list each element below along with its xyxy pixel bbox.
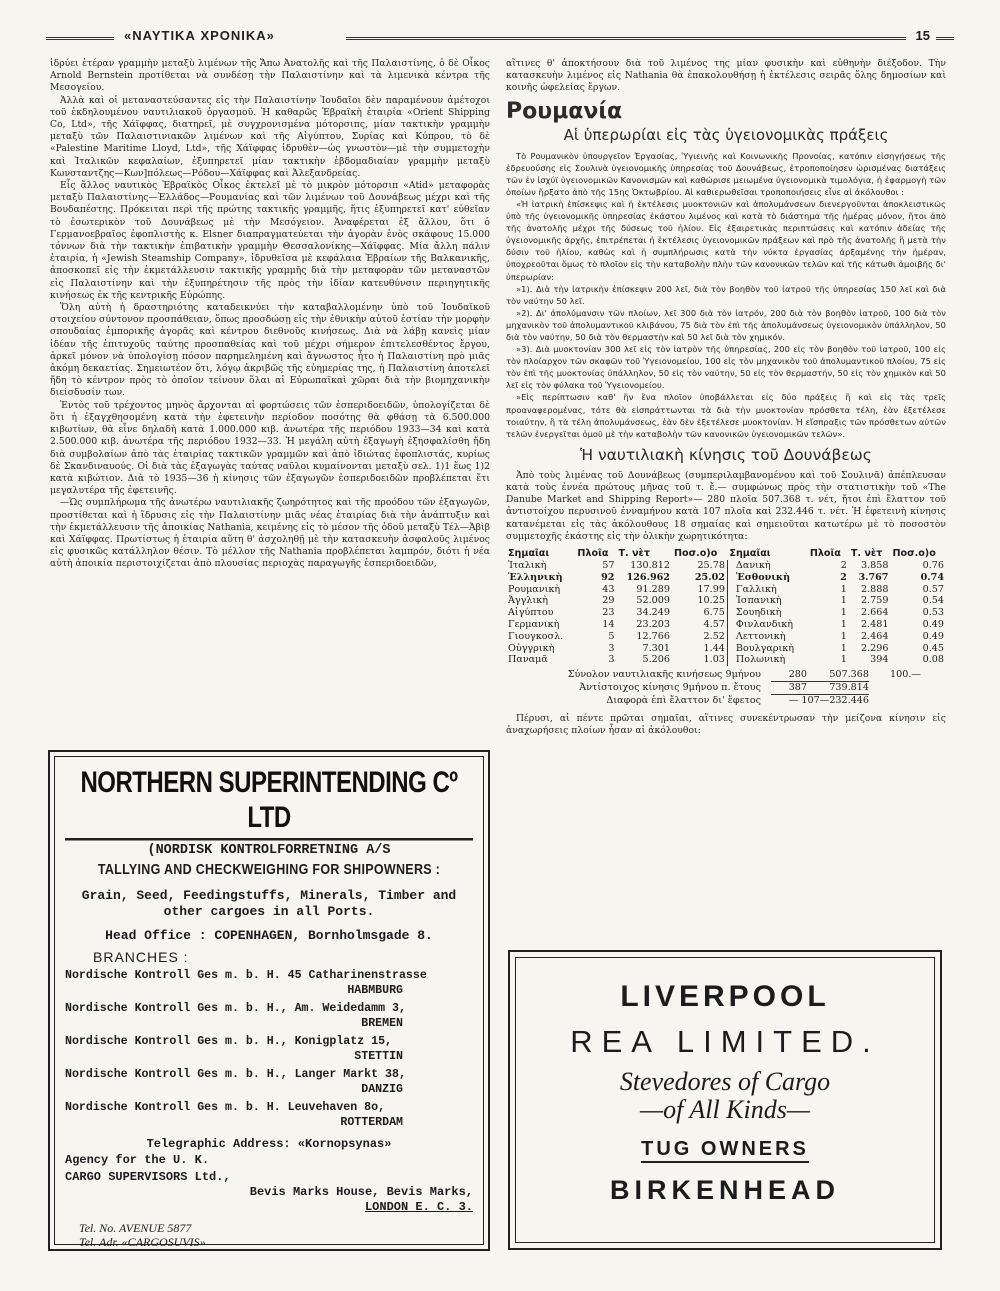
article-paragraph: Ὅλη αὐτὴ ἡ δραστηριότης καταδεικνύει τὴν καταβαλλομένην ὑπὸ τοῦ Ἰουδαϊκοῦ στοιχείου σύντονον προσπάθειαν, ὅπως προσδώσῃ εἰς τὴν ἐθνικὴν αὐτοῦ ἑστίαν τὴν μορφὴν σπουδαίας ἐμπορικῆς ἀγορᾶς καὶ κέντρου διεθνοῦς κινήσεως. Διὰ νὰ λάβῃ κανεὶς μίαν ἰδέαν τῆς ἐπιτυχοῦς ταύτης προσπαθείας καὶ τοῦ μέχρι σήμερον ἐπιτελεσθέντος ἔργου, ἀρκεῖ μόνον νὰ ὑπολογίσῃ πόσον παρημελημένη καὶ ἄγνωστος ἦτο ἡ Παλαιστίνη πρὸ μιᾶς ἀκόμη δεκαετίας. Σημειωτέον ὅτι, λόγῳ ἀκριβῶς τῆς εὐημερίας της, ἡ Παλαιστίνη ἀποτελεῖ ἤδη τὸ κέντρον πρὸς τὸ ὁποῖον τείνουν ὅλαι αἱ Εὐρωπαϊκαὶ χῶραι διὰ τὴν βιομηχανικὴν διείσδυσίν των. [50,302,490,399]
header-rule-left [46,37,114,40]
table-cell: 4.57 [672,619,727,631]
article-paragraph: Ἀλλὰ καὶ οἱ μεταναστεύσαντες εἰς τὴν Παλαιστίνην Ἰουδαῖοι δὲν παραμένουν ἀμέτοχοι τοῦ ἐκδηλουμένου ναυτιλιακοῦ ὀργασμοῦ. Ἡ καθαρῶς Ἑβραϊκὴ ἑταιρία «Orient Shipping Co, Ltd», τῆς Χάϊφφας, διατηρεῖ, μὲ συγχρονισμένα μότορσιπς, μίαν τακτικὴν γραμμὴν μεταξὺ τῶν Παλαιστινιακῶν λιμένων καὶ τῆς Αἰγύπτου, Συρίας καὶ Κύπρου, τὸ δὲ «Palestine Maritime Lloyd, Ltd», τῆς Χάϊφφας ἱδρυθὲν—ὡς γνωστὸν—μὲ τὴν συμμετοχὴν καὶ Ἰταλικῶν κεφαλαίων, ἐξυπηρετεῖ μίαν τακτικὴν ἑβδομαδιαίαν γραμμὴν μεταξὺ Κωνσταντζης—Κων]πόλεως—Ρόδου—Χάϊφφας καὶ Ἀλεξανδρείας. [50,94,490,179]
advert-subtitle: (NORDISK KONTROLFORRETNING A/S [147,843,391,858]
right-column [506,58,946,738]
table-cell: 25.02 [672,572,727,584]
danube-closing [506,713,946,737]
table-totals [506,669,946,707]
table-cell: 43 [602,583,615,595]
table-cell: 29 [602,595,615,607]
branch-city: BREMEN [361,1017,403,1030]
table-row [506,619,946,631]
table-row [506,572,946,584]
romania-subheading: Αἱ ὑπερωρίαι εἰς τὰς ὑγειονομικὰς πράξεις [563,125,889,144]
table-cell: 52.009 [636,595,670,607]
table-cell: Γιουγκοσλ. [508,630,564,642]
table-cell: Δανικὴ [735,560,771,572]
table-row [506,560,946,572]
advert-company-name: NORTHERN SUPERINTENDING Cº LTD [65,766,473,841]
article-paragraph: —Ὡς συμπλήρωμα τῆς ἀνωτέρω ναυτιλιακῆς ζωηρότητος καὶ τῆς προόδου τῶν ἐξαγωγῶν, προστίθεται καὶ ἡ ἵδρυσις εἰς τὴν Παλαιστίνην μιᾶς νέας ἑταιρίας διὰ τὴν ἀνάπτυξιν καὶ τὴν ἐκμετάλλευσιν τῆς ἀποικίας Nathania, κειμένης εἰς τὸ μέσον τῆς ὁδοῦ μεταξὺ Τέλ—Ἀβὶβ καὶ Χάϊφφας. Πρωτίστως ἡ ἑταιρία αὕτη θ' ἀσχοληθῇ μὲ τὴν κατασκευὴν ἀσφαλοῦς λιμένος εἰς φυσικῶς κατάλληλον θέσιν. Τὸ μέλλον τῆς Nathania προβλέπεται λαμπρόν, διότι ἡ νέα αὐτὴ ἀποικία περιστοιχίζεται ἀπὸ πλουσίας περιοχὰς παραγωγῆς ἐσπεριδοειδῶν, [50,497,491,570]
article-paragraph: Ἀπὸ τοὺς λιμένας τοῦ Δουνάβεως (συμπεριλαμβανομένου καὶ τοῦ Σουλινᾶ) ἀπέπλευσαν κατὰ τοὺς ἐννέα πρώτους μῆνας τοῦ τ. ἔ.— συμφώνως πρὸς τὴν στατιστικὴν τοῦ «The Danube Market and Shipping Report»— 280 πλοῖα 507.368 τ. νέτ, ἤτοι ἐπὶ ἔλαττον τοῦ ἀντιστοίχου περυσινοῦ ἐνναμήνου κατὰ 107 πλοῖα καὶ 232.446 τ. νέτ. Ἡ ἐφετεινὴ κίνησις κατανέμεται εἰς τὰς ἀκόλουθους 18 σημαίας καὶ σημειοῦται κατωτέρω μὲ τὸ ποσοστὸν συμμετοχῆς ἑκάστης εἰς τὴν ὁλικὴν χωρητικότητα: [506,469,946,542]
table-cell: 10.25 [672,595,727,607]
column-header: Τ. νὲτ [618,548,650,560]
column-header: Σημαῖαι [729,548,771,560]
header-rule-middle [346,37,906,40]
table-cell: Γαλλικὴ [735,583,777,595]
table-cell: 1.44 [672,643,727,655]
advert-head-office: Head Office : COPENHAGEN, Bornholmsgade 8. [105,928,433,943]
branch-city: ROTTERDAM [340,1116,403,1129]
article-paragraph: »2). Δι' ἀπολύμανσιν τῶν πλοίων, λεῖ 300 διὰ τὸν ἰατρόν, 200 διὰ τὸν βοηθὸν ἰατροῦ, 100 διὰ τὸν μηχανικὸν τοῦ ἀπολυμαντικοῦ κλιβάνου, 75 διὰ τὸν ἐπὶ τῆς ἀπολυμάνσεως ὑγειονομικὸν ὑπάλληλον, 50 διὰ τὸν ναύτην, 50 διὰ τὸν θερμαστὴν καὶ 50 λεῖ διὰ τὸν χημικόν. [506,307,946,343]
table-cell: 126.962 [626,571,670,583]
table-cell: 3.858 [861,560,889,572]
table-cell: Σουηδικὴ [735,607,782,619]
column-header: Τ. νὲτ [850,548,883,560]
advert-telephone: Tel. No. AVENUE 5877 [79,1221,192,1235]
table-cell: Γερμανικὴ [508,619,560,631]
header-rule-right [936,37,954,40]
table-row [506,607,946,619]
table-cell: 0.49 [922,630,944,642]
advert-telegraphic-address: Telegraphic Address: «Kornopsynas» [146,1137,392,1151]
table-cell: Ἑλληνικὴ [508,571,563,583]
table-cell: 14 [602,619,615,631]
advert-goods-line: other cargoes in all Ports. [163,904,375,919]
table-cell: Ἀγγλικὴ [508,595,548,607]
table-cell: 17.99 [672,584,727,596]
table-cell: 2 [840,560,847,572]
advert-agency-name: CARGO SUPERVISORS Ltd., [65,1170,231,1184]
total-label: Σύνολον ναυτιλιακῆς κινήσεως 9μήνου [567,669,761,681]
table-header-row [506,547,946,560]
table-cell: 0.08 [922,654,944,666]
article-paragraph: Τὸ Ρουμανικὸν ὑπουργεῖον Ἐργασίας, Ὑγιεινῆς καὶ Κοινωνικῆς Προνοίας, κατόπιν εἰσηγήσεως τῆς ἐδρευούσης εἰς Σουλινὰ ὑγειονομικῆς ὑπηρεσίας τοῦ Δουνάβεως, ἐτροποποίησεν ὡρισμένας διατάξεις τῶν ἐν ἰσχύϊ ὑγειονομικῶν Κανονισμῶν καὶ καθώρισε μειωμένα ὑγειονομικὰ τιμολόγια, ἡ ἐφαρμογὴ τῶν ὁποίων ἤρξατο ἀπὸ τῆς 15ης Ὀκτωβρίου. Αἱ καθιερωθεῖσαι τροποποιήσεις εἶνε αἱ ἀκόλουθοι : [506,150,946,197]
branch-city: STETTIN [354,1050,403,1063]
table-row [506,654,946,666]
advert-agency-city [65,1200,473,1215]
danube-heading: Ἡ ναυτιλιακὴ κίνησις τοῦ Δουνάβεως [580,445,872,464]
advert-branch [65,1034,473,1064]
flag-statistics-table [506,547,946,666]
article-paragraph: Εἷς ἄλλος ναυτικὸς Ἑβραϊκὸς Οἶκος ἐκτελεῖ μὲ τὸ μικρὸν μότορσιπ «Atid» μεταφορὰς μεταξὺ Παλαιστίνης—Ἑλλάδος—Ρουμανίας καὶ τῶν λιμένων τοῦ Δουνάβεως μέχρι καὶ τῆς Βουδαπέστης. Πρόκειται περὶ τῆς πρώτης τακτικῆς γραμμῆς, ἥτις ἐξυπηρετεῖ κατ' εὐθεῖαν τὸ ἐσωτερικὸν τοῦ Δουνάβεως μὲ τὴν Μεσόγειον. Ἀναφέρεται ἐξ ἄλλου, ὅτι ὁ Γερμανοεβραῖος ἐφοπλιστὴς κ. Elsner διαπραγματεύεται τὴν ἀγορὰν ἑνὸς σκάφους 15.000 τόννων διὰ τὴν τακτικὴν ἐπιβατικὴν γραμμὴν Θεσσαλονίκης—Χάϊφφας. Μία ἄλλη πάλιν ἑταιρία, ἡ «Jewish Steamship Company», ἱδρυθεῖσα μὲ κεφάλαια Ἑβραίων τῆς Βαλκανικῆς, ἀποσκοπεῖ εἰς τὴν ἐκμετάλλευσιν τακτικῆς γραμμῆς διὰ τὴν μεταφορὰν τῶν μεταναστῶν εἰς Παλαιστίνην καὶ τὴν ἐξυπηρέτησιν τῆς πρὸς τὴν ἰδίαν κατευθύνσιν περιηγητικῆς κινήσεως ἐκ τῆς κεντρικῆς Εὐρώπης. [50,180,490,301]
table-cell: 1 [840,607,847,619]
palestine-article-continued: αἵτινες θ' ἀποκτήσουν διὰ τοῦ λιμένος της μίαν φυσικὴν καὶ εὐθηνὴν διέξοδον. Τὴν κατασκευὴν λιμένος εἰς Nathania θὰ ἐπακολουθήσῃ ἡ ἐκτέλεσις σειρᾶς ὅλης δημοσίων καὶ κοινῆς ὠφελείας ἔργων. [506,58,946,94]
table-cell: 91.289 [636,583,670,595]
branch-address: Nordische Kontroll Ges m. b. H., Konigplatz 15, [65,1035,392,1048]
left-column [50,58,490,571]
table-cell: Ρουμανικὴ [508,583,561,595]
advert-agency-address: Bevis Marks House, Bevis Marks, [249,1185,473,1199]
table-cell: 0.54 [922,595,944,607]
table-cell: Πολωνικὴ [735,654,786,666]
table-row [506,584,946,596]
advert-company-name: REA LIMITED. [570,1024,880,1059]
branch-city: DANZIG [361,1083,403,1096]
article-paragraph: »Εἰς περίπτωσιν καθ' ἣν ἓνα πλοῖον ὑποβάλλεται εἰς δύο πράξεις ἢ καὶ εἰς τὰς τρεῖς προαναφερομένας, τότε θὰ εἰσπράττωνται τὰ διὰ τὴν μυοκτονίαν πρόσθετα τέλη, ἐὰν ἐξετέλεσε τοιαύτην, ἢ τὰ τέλη ἀπολυμάνσεως, ἐὰν δὲν ἐξετέλεσε μυοκτονίαν. Ἡ εἴσπραξις τῶν πρόσθετων αὐτῶν τελῶν ἐνεργεῖται ὁμοῦ μὲ τὴν καταβολὴν τῶν κανονικῶν ὑγειονομικῶν τελῶν». [506,392,946,439]
branch-address: Nordische Kontroll Ges m. b. H., Langer Markt 38, [65,1068,406,1081]
table-cell: 92 [601,571,615,583]
article-paragraph: Πέρυσι, αἱ πέντε πρῶται σημαῖαι, αἵτινες συνεκέντρωσαν τὴν μείζονα κίνησιν εἰς ἀναχωρήσεις πλοίων ἦσαν αἱ ἀκόλουθοι: [506,713,946,737]
table-cell: 3 [608,642,615,654]
rea-limited-advert [508,950,942,1250]
table-cell: 3 [608,654,615,666]
table-cell: Λεττονικὴ [735,630,786,642]
totals-row [506,669,946,682]
table-row [506,643,946,655]
advert-inner-frame [54,756,484,1249]
table-cell: 23.203 [636,619,670,631]
table-cell: Ἐσθονικὴ [735,571,791,583]
table-cell: 2 [840,571,847,583]
advert-branches-label: BRANCHES : [93,949,189,965]
table-body [506,560,946,666]
journal-title: «ΝΑΥΤΙΚΑ ΧΡΟΝΙΚΑ» [124,28,275,43]
advert-goods [65,888,473,920]
column-header: Σημαῖαι [508,548,550,560]
northern-superintending-advert [48,750,490,1251]
table-cell: 1 [840,595,847,607]
column-header: Πλοῖα [809,548,841,560]
table-row [506,631,946,643]
table-cell: 5 [608,630,615,642]
danube-article [506,470,946,543]
table-cell: 2.52 [672,631,727,643]
difference-value: — 107—232.446 [788,695,869,707]
table-cell: Αἰγύπτου [508,607,554,619]
table-cell: 34.249 [636,607,670,619]
table-cell: 1 [840,630,847,642]
table-cell: 25.78 [672,560,727,572]
table-cell: 23 [602,607,615,619]
branch-address: Nordische Kontroll Ges m. b. H. 45 Catharinenstrasse [65,969,427,982]
advert-london: LONDON E. C. 3. [364,1200,473,1214]
table-cell: 0.53 [922,607,944,619]
table-cell: 0.49 [922,619,944,631]
advert-branch [65,1100,473,1130]
table-cell: 2.888 [861,583,889,595]
table-cell: 1 [840,619,847,631]
article-paragraph: Ἐντὸς τοῦ τρέχοντος μηνὸς ἄρχονται αἱ φορτώσεις τῶν ἐσπεριδοειδῶν, ὑπολογίζεται δὲ ὅτι ἡ ἐξαγχθησομένη κατὰ τὴν ἐφετεινὴν περίοδον ποσότης θὰ φθάσῃ τὰ 6.500.000 κιβωτίων, θὰ εἶνε δηλαδὴ κατὰ 1.000.000 κιβ. ἀνωτέρα τῆς περιόδου 1933—34 καὶ κατὰ 2.500.000 κιβ. ἀνωτέρα τῆς περιόδου 1932—33. Ἡ μεγάλη αὐτὴ ἐξαγωγὴ ἐξησφαλίσθη ἤδη διὰ συμβολαίων ἀπὸ τὰς ἑταιρίας τακτικῶν γραμμῶν καὶ ἀπὸ ἰδιώτας ἐφοπλιστάς, κυρίως δὲ Σκανδιναυούς. Οἱ διὰ τὰς ἐξαγωγὰς ταύτας ναῦλοι κυμαίνονται μεταξὺ σελ. 1)1 ἕως 1)2 κατὰ κιβώτιον. Διὰ τὸ 1935—36 ἡ κίνησις τῶν ἐξαγωγῶν ἐσπεριδοειδῶν προβλέπεται ἔτι μεγαλυτέρα τῆς ἐφετεινῆς. [50,399,490,497]
table-cell: 0.57 [922,583,944,595]
table-cell: Βουλγαρικὴ [735,642,795,654]
advert-goods-line: Grain, Seed, Feedingstuffs, Minerals, Timber and [81,888,457,903]
advert-tug-owners: TUG OWNERS [641,1138,809,1163]
table-cell: 6.75 [672,607,727,619]
table-cell: 57 [602,560,615,572]
advert-branch-list [65,968,473,1130]
table-cell: 2.481 [861,619,889,631]
totals-row [506,695,946,707]
article-paragraph: ἱδρύει ἑτέραν γραμμὴν μεταξὺ λιμένων τῆς Ἄπω Ἀνατολῆς καὶ τῆς Παλαιστίνης, ὁ δὲ Οἶκος Arnold Bernstein προτίθεται νὰ συνδέσῃ τὴν Παλαιστίνην καὶ τὰ λιμενικὰ κέντρα τῆς Μεσογείου. [50,58,490,94]
table-row [506,595,946,607]
branch-address: Nordische Kontroll Ges m. b. H. Leuvehaven 8o, [65,1101,386,1114]
table-cell: 12.766 [636,630,670,642]
advert-telegram-address: Tel. Adr. «CARGOSUVIS» [79,1235,206,1249]
table-cell: 7.301 [642,642,670,654]
palestine-article [50,58,490,571]
column-header: Ποσ.ο)ο [892,548,936,560]
table-cell: 5.206 [642,654,670,666]
previous-tons: 739.814 [807,682,869,695]
difference-label: Διαφορὰ ἐπὶ ἔλαττον δι' ἔφετος [606,695,761,707]
branch-address: Nordische Kontroll Ges m. b. H., Am. Weidedamm 3, [65,1002,406,1015]
table-cell: 0.76 [922,560,944,572]
total-ships: 280 [771,669,807,682]
table-cell: Ἰταλικὴ [508,560,547,572]
advert-location: BIRKENHEAD [609,1175,840,1205]
advert-inner-frame [515,957,935,1243]
article-paragraph: »1). Διὰ τὴν ἰατρικὴν ἐπίσκεψιν 200 λεῖ, διὰ τὸν βοηθὸν τοῦ ἰατροῦ τῆς ὑπηρεσίας 150 λεῖ καὶ διὰ τὸν ναύτην 50 λεῖ. [506,283,946,306]
table-cell: 2.464 [861,630,889,642]
total-percent: 100.— [890,669,921,681]
table-cell: Οὐγγρικὴ [508,642,555,654]
table-cell: 1 [840,583,847,595]
table-cell: Ἰσπανικὴ [735,595,782,607]
table-cell: 0.74 [920,571,944,583]
table-cell: Φινλανδικὴ [735,619,794,631]
table-cell: 1.03 [672,654,727,666]
table-cell: 2.664 [861,607,889,619]
romania-article [506,150,946,440]
table-cell: 394 [870,654,889,666]
table-cell: 2.296 [861,642,889,654]
page-header [46,28,954,48]
totals-row [506,682,946,695]
table-cell: 0.45 [922,642,944,654]
table-cell: 1 [840,642,847,654]
advert-tagline: Stevedores of Cargo [619,1067,831,1096]
advert-services: TALLYING AND CHECKWEIGHING FOR SHIPOWNERS : [97,860,441,878]
advert-tagline-2: —of All Kinds— [639,1095,810,1124]
article-paragraph: «Ἡ ἰατρικὴ ἐπίσκεψις καὶ ἡ ἐκτέλεσις μυοκτονιῶν καὶ ἀπολυμάνσεων διενεργοῦνται ἀποκλειστικῶς ὑπὸ τῆς ὑγειονομικῆς ὑπηρεσίας ἑκάστου λιμένος καὶ κατὰ τὸ διάστημα τῆς ἡμέρας μόνον, ἤτοι ἀπὸ τῆς ἀνατολῆς μέχρι τῆς δύσεως τοῦ ἡλίου. Εἰς ἐξαιρετικὰς περιπτώσεις καὶ κατόπιν ἀδείας τῆς ὑγειονομικῆς ἀρχῆς, ἐπιτρέπεται ἡ ἐκτέλεσις ὑγειονομικῶν πράξεων καὶ πρὸ τῆς ἀνατολῆς ἢ μετὰ τὴν δύσιν τοῦ ἡλίου, καθὼς καὶ ἡ συμπλήρωσις κατὰ τὴν νύκτα ἐργασίας ἀρξαμένης τὴν ἡμέραν, ὑποχρεοῦται ὅμως τὸ πλοῖον εἰς τὴν καταβολὴν πλὴν τῶν κανονικῶν τελῶν καὶ τῆς κάτωθι ἀμοιβῆς δι' ὑπερωρίαν: [506,198,946,282]
table-cell: Παναμᾶ [508,654,548,666]
branch-city: HABMBURG [347,984,403,997]
advert-agency: Agency for the U. K. [65,1153,210,1167]
advert-branch [65,1001,473,1031]
advert-city: LIVERPOOL [620,980,830,1013]
table-cell: 1 [840,654,847,666]
previous-label: Ἀντίστοιχος κίνησις 9μήνου π. ἔτους [579,682,761,694]
table-cell: 2.759 [861,595,889,607]
article-paragraph: »3). Διὰ μυοκτονίαν 300 λεῖ εἰς τὸν ἰατρὸν τῆς ὑπηρεσίας, 200 εἰς τὸν βοηθὸν τοῦ ἰατροῦ, 100 εἰς τὸν πλοίαρχον τῶν σκαφῶν τοῦ Ὑγειονομείου, 100 εἰς τὸν μηχανικὸν τοῦ ἀπολυμαντικοῦ πλοίου, 75 εἰς τὸν ἐπὶ τῆς μυοκτονίας ὑπάλληλον, 50 εἰς τὸν ναύτην, 50 εἰς τὸν θερμαστήν, 50 εἰς τὸν χημικὸν καὶ 50 λεῖ εἰς τὸν φύλακα τοῦ Ὑγειονομείου. [506,344,946,391]
advert-branch [65,968,473,998]
table-cell: 3.767 [858,571,889,583]
page-number: 15 [915,28,930,43]
advert-branch [65,1067,473,1097]
total-tons: 507.368 [807,669,869,682]
table-cell: 130.812 [630,560,670,572]
romania-heading: Ρουμανία [506,98,623,124]
previous-ships: 387 [771,682,807,695]
column-header: Πλοῖα [577,548,609,560]
column-header: Ποσ.ο)ο [673,548,718,560]
